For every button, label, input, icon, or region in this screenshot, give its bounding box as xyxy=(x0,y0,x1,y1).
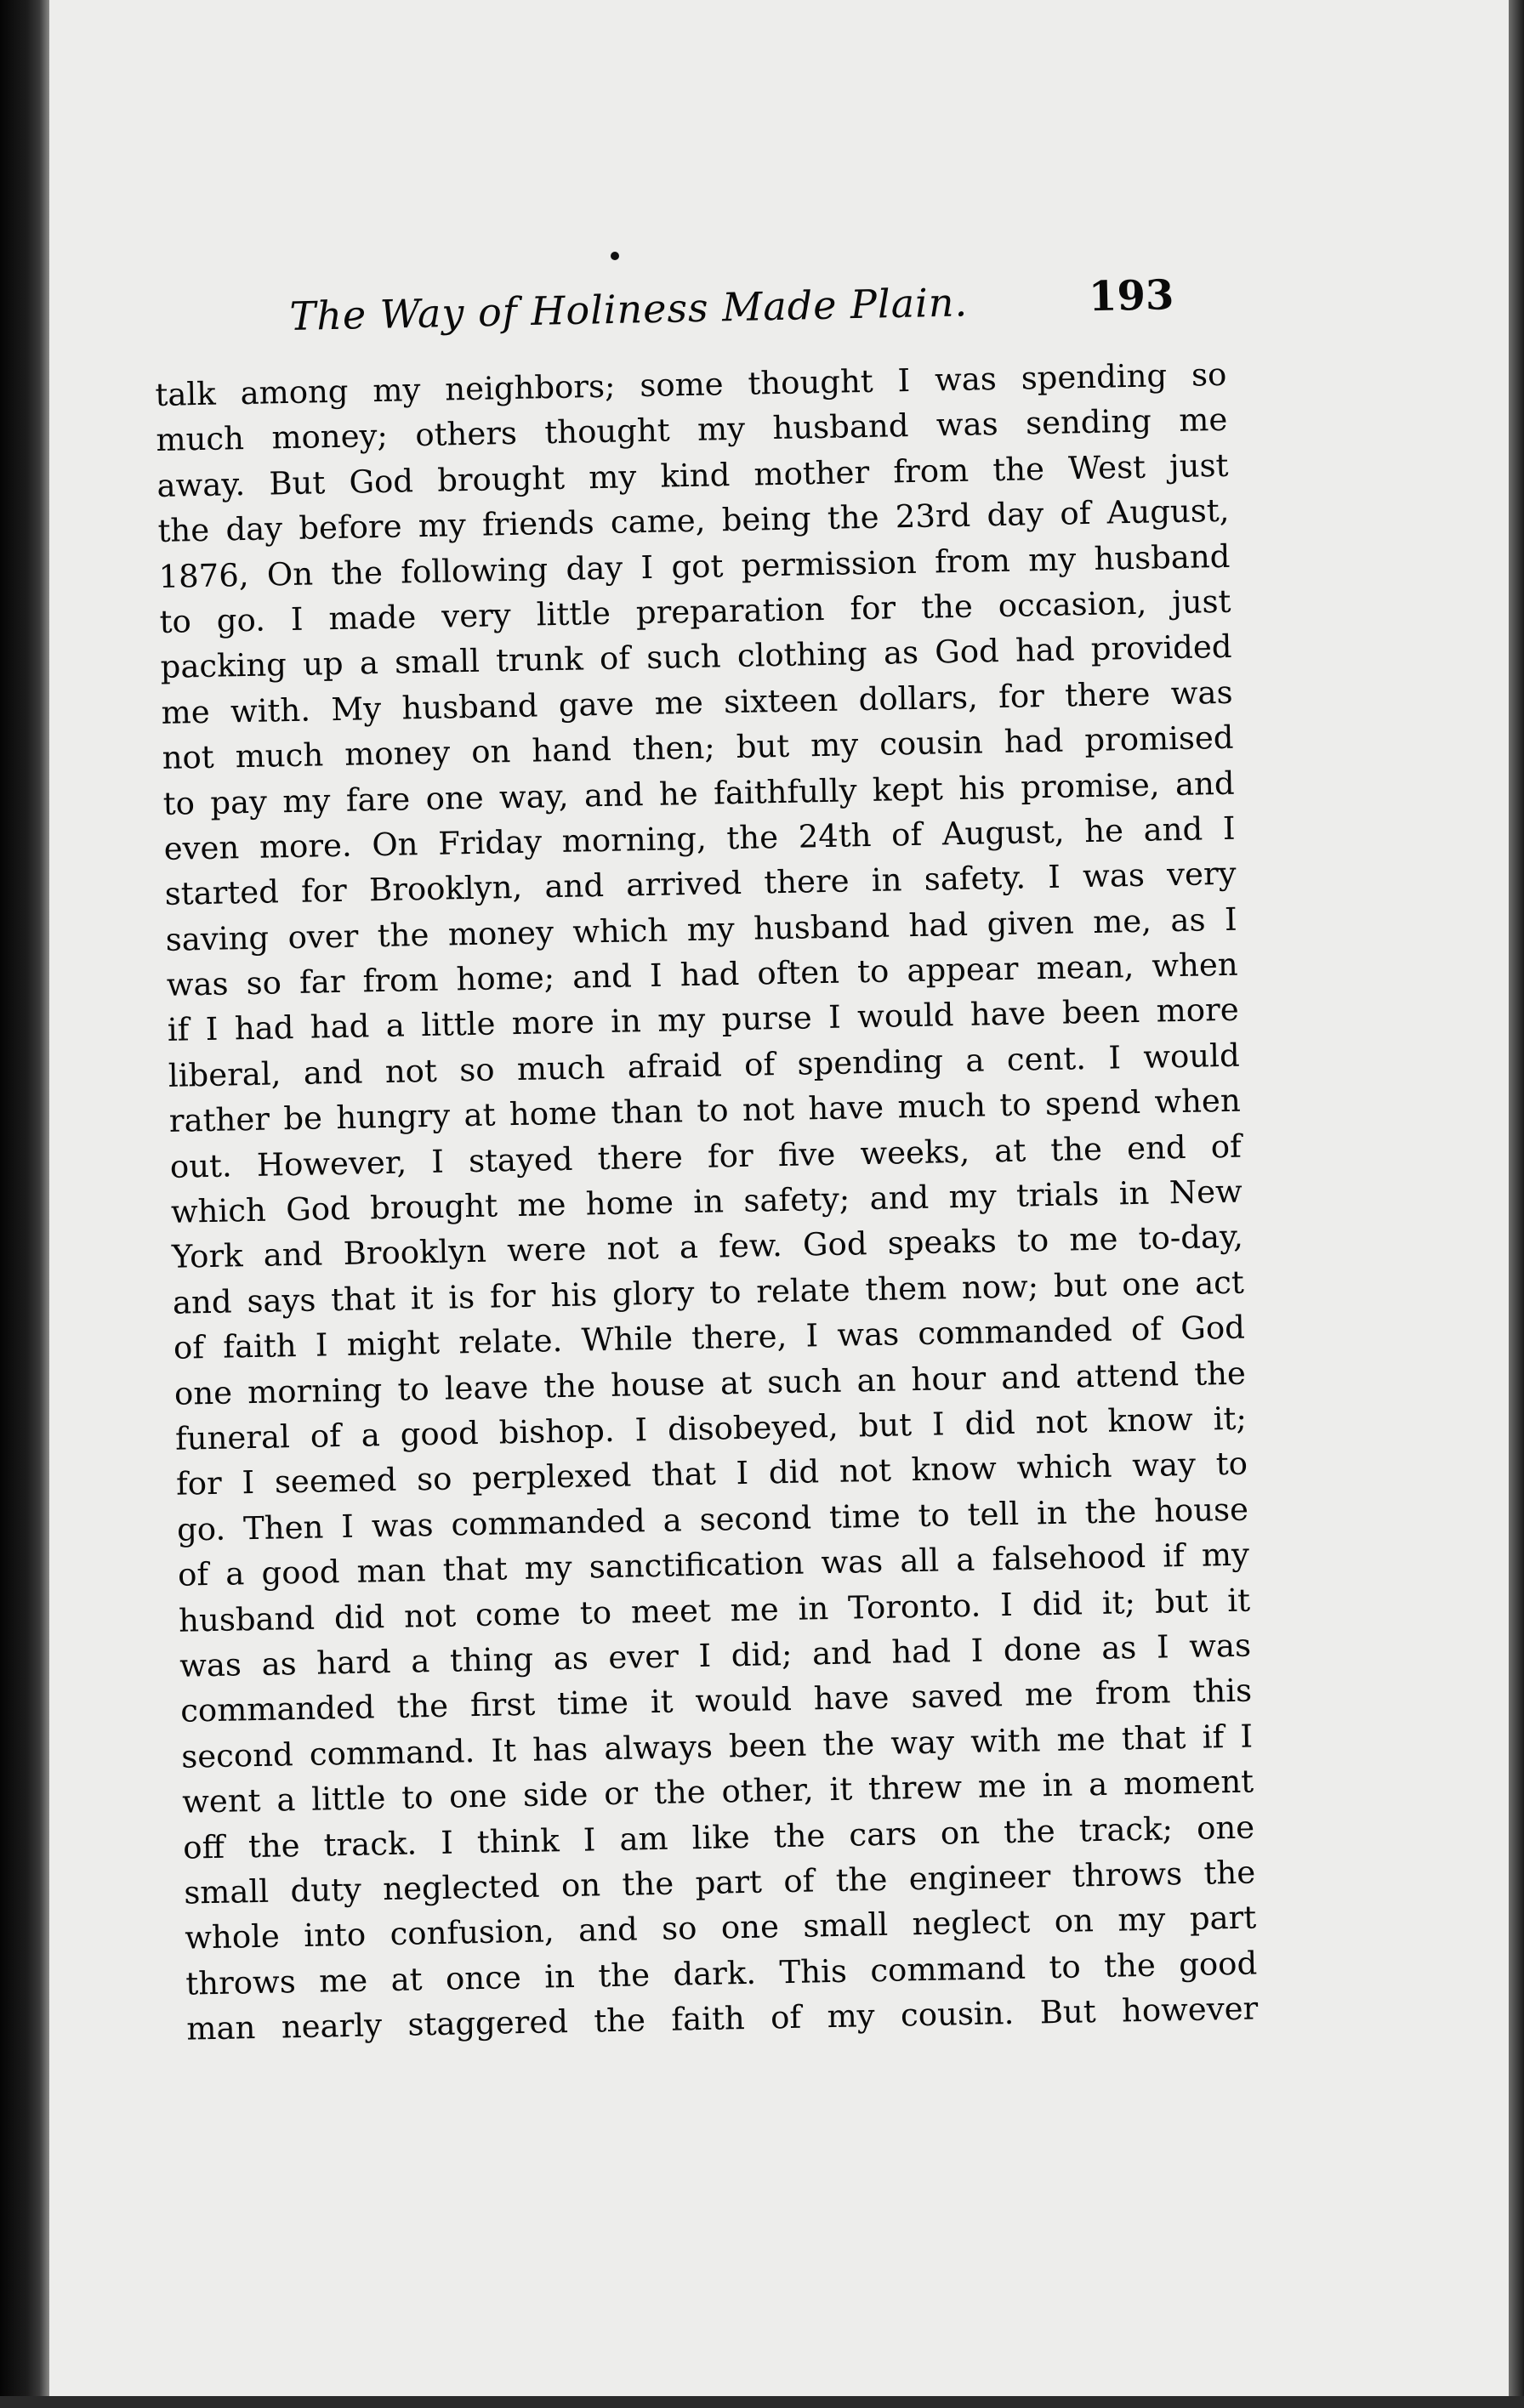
page-edge-right xyxy=(1509,0,1524,2408)
running-head xyxy=(289,271,1243,361)
text-line: packing up a small trunk of such clothing as God had provided xyxy=(160,628,1232,686)
body-text xyxy=(155,352,1259,2052)
text-line: funeral of a good bishop. I disobeyed, but I did not know it; xyxy=(174,1400,1248,1457)
text-line: not much money on hand then; but my cousin had promised xyxy=(162,718,1234,777)
text-line: husband did not come to meet me in Toronto. I did it; but it xyxy=(178,1582,1251,1639)
text-line: to pay my fare one way, and he faithfully kept his promise, and xyxy=(162,764,1235,822)
text-line: even more. On Friday morning, the 24th of August, he and I xyxy=(163,809,1236,867)
text-line: and says that it is for his glory to relate them now; but one act xyxy=(172,1264,1245,1321)
text-line: second command. It has always been the way with me that if I xyxy=(180,1718,1254,1775)
text-line: off the track. I think I am like the cars on the track; one xyxy=(182,1808,1255,1866)
text-line: of faith I might relate. While there, I was commanded of God xyxy=(173,1309,1246,1366)
text-line: which God brought me home in safety; and my trials in New xyxy=(170,1173,1243,1230)
text-line: went a little to one side or the other, it threw me in a moment xyxy=(181,1763,1254,1820)
page-edge-bottom xyxy=(0,2396,1524,2408)
text-line: was as hard a thing as ever I did; and had I done as I was xyxy=(179,1627,1252,1684)
text-line: away. But God brought my kind mother from the West just xyxy=(156,446,1229,504)
text-line: started for Brooklyn, and arrived there in safety. I was very xyxy=(164,855,1237,913)
text-line: for I seemed so perplexed that I did not know which way to xyxy=(175,1445,1248,1503)
text-line: one morning to leave the house at such an hour and attend the xyxy=(173,1354,1247,1412)
text-line: to go. I made very little preparation for the occasion, just xyxy=(159,582,1231,640)
text-line: talk among my neighbors; some thought I was spending so xyxy=(155,355,1227,413)
text-line: out. However, I stayed there for five weeks, at the end of xyxy=(169,1127,1243,1185)
text-line: of a good man that my sanctification was all a falsehood if my xyxy=(177,1536,1250,1593)
text-line: man nearly staggered the faith of my cousin. But however xyxy=(185,1990,1259,2047)
text-line: much money; others thought my husband was sending me xyxy=(156,401,1228,459)
text-line: 1876, On the following day I got permission from my husband xyxy=(158,537,1231,595)
text-line: go. Then I was commanded a second time to tell in the house xyxy=(176,1491,1249,1548)
text-line: York and Brooklyn were not a few. God speaks to me to-day, xyxy=(171,1218,1244,1276)
specks-dot xyxy=(611,252,619,260)
text-line: rather be hungry at home than to not have much to spend when xyxy=(168,1082,1242,1140)
text-line: small duty neglected on the part of the engineer throws the xyxy=(183,1854,1256,1911)
text-line: throws me at once in the dark. This command to the good xyxy=(185,1945,1258,2002)
text-line: whole into confusion, and so one small neglect on my part xyxy=(184,1899,1257,1956)
text-line: if I had had a little more in my purse I would have been more xyxy=(167,991,1240,1049)
text-line: liberal, and not so much afraid of spending a cent. I would xyxy=(168,1036,1241,1094)
binding-shadow-left xyxy=(0,0,49,2408)
text-line: the day before my friends came, being the 23rd day of August, xyxy=(157,491,1230,550)
text-line: commanded the first time it would have saved me from this xyxy=(179,1672,1253,1730)
running-title: The Way of Holiness Made Plain. xyxy=(289,279,969,339)
text-line: saving over the money which my husband had given me, as I xyxy=(165,900,1237,958)
text-line: me with. My husband gave me sixteen dollars, for there was xyxy=(161,673,1233,731)
text-line: was so far from home; and I had often to appear mean, when xyxy=(166,946,1239,1003)
page-number: 193 xyxy=(1088,271,1174,321)
